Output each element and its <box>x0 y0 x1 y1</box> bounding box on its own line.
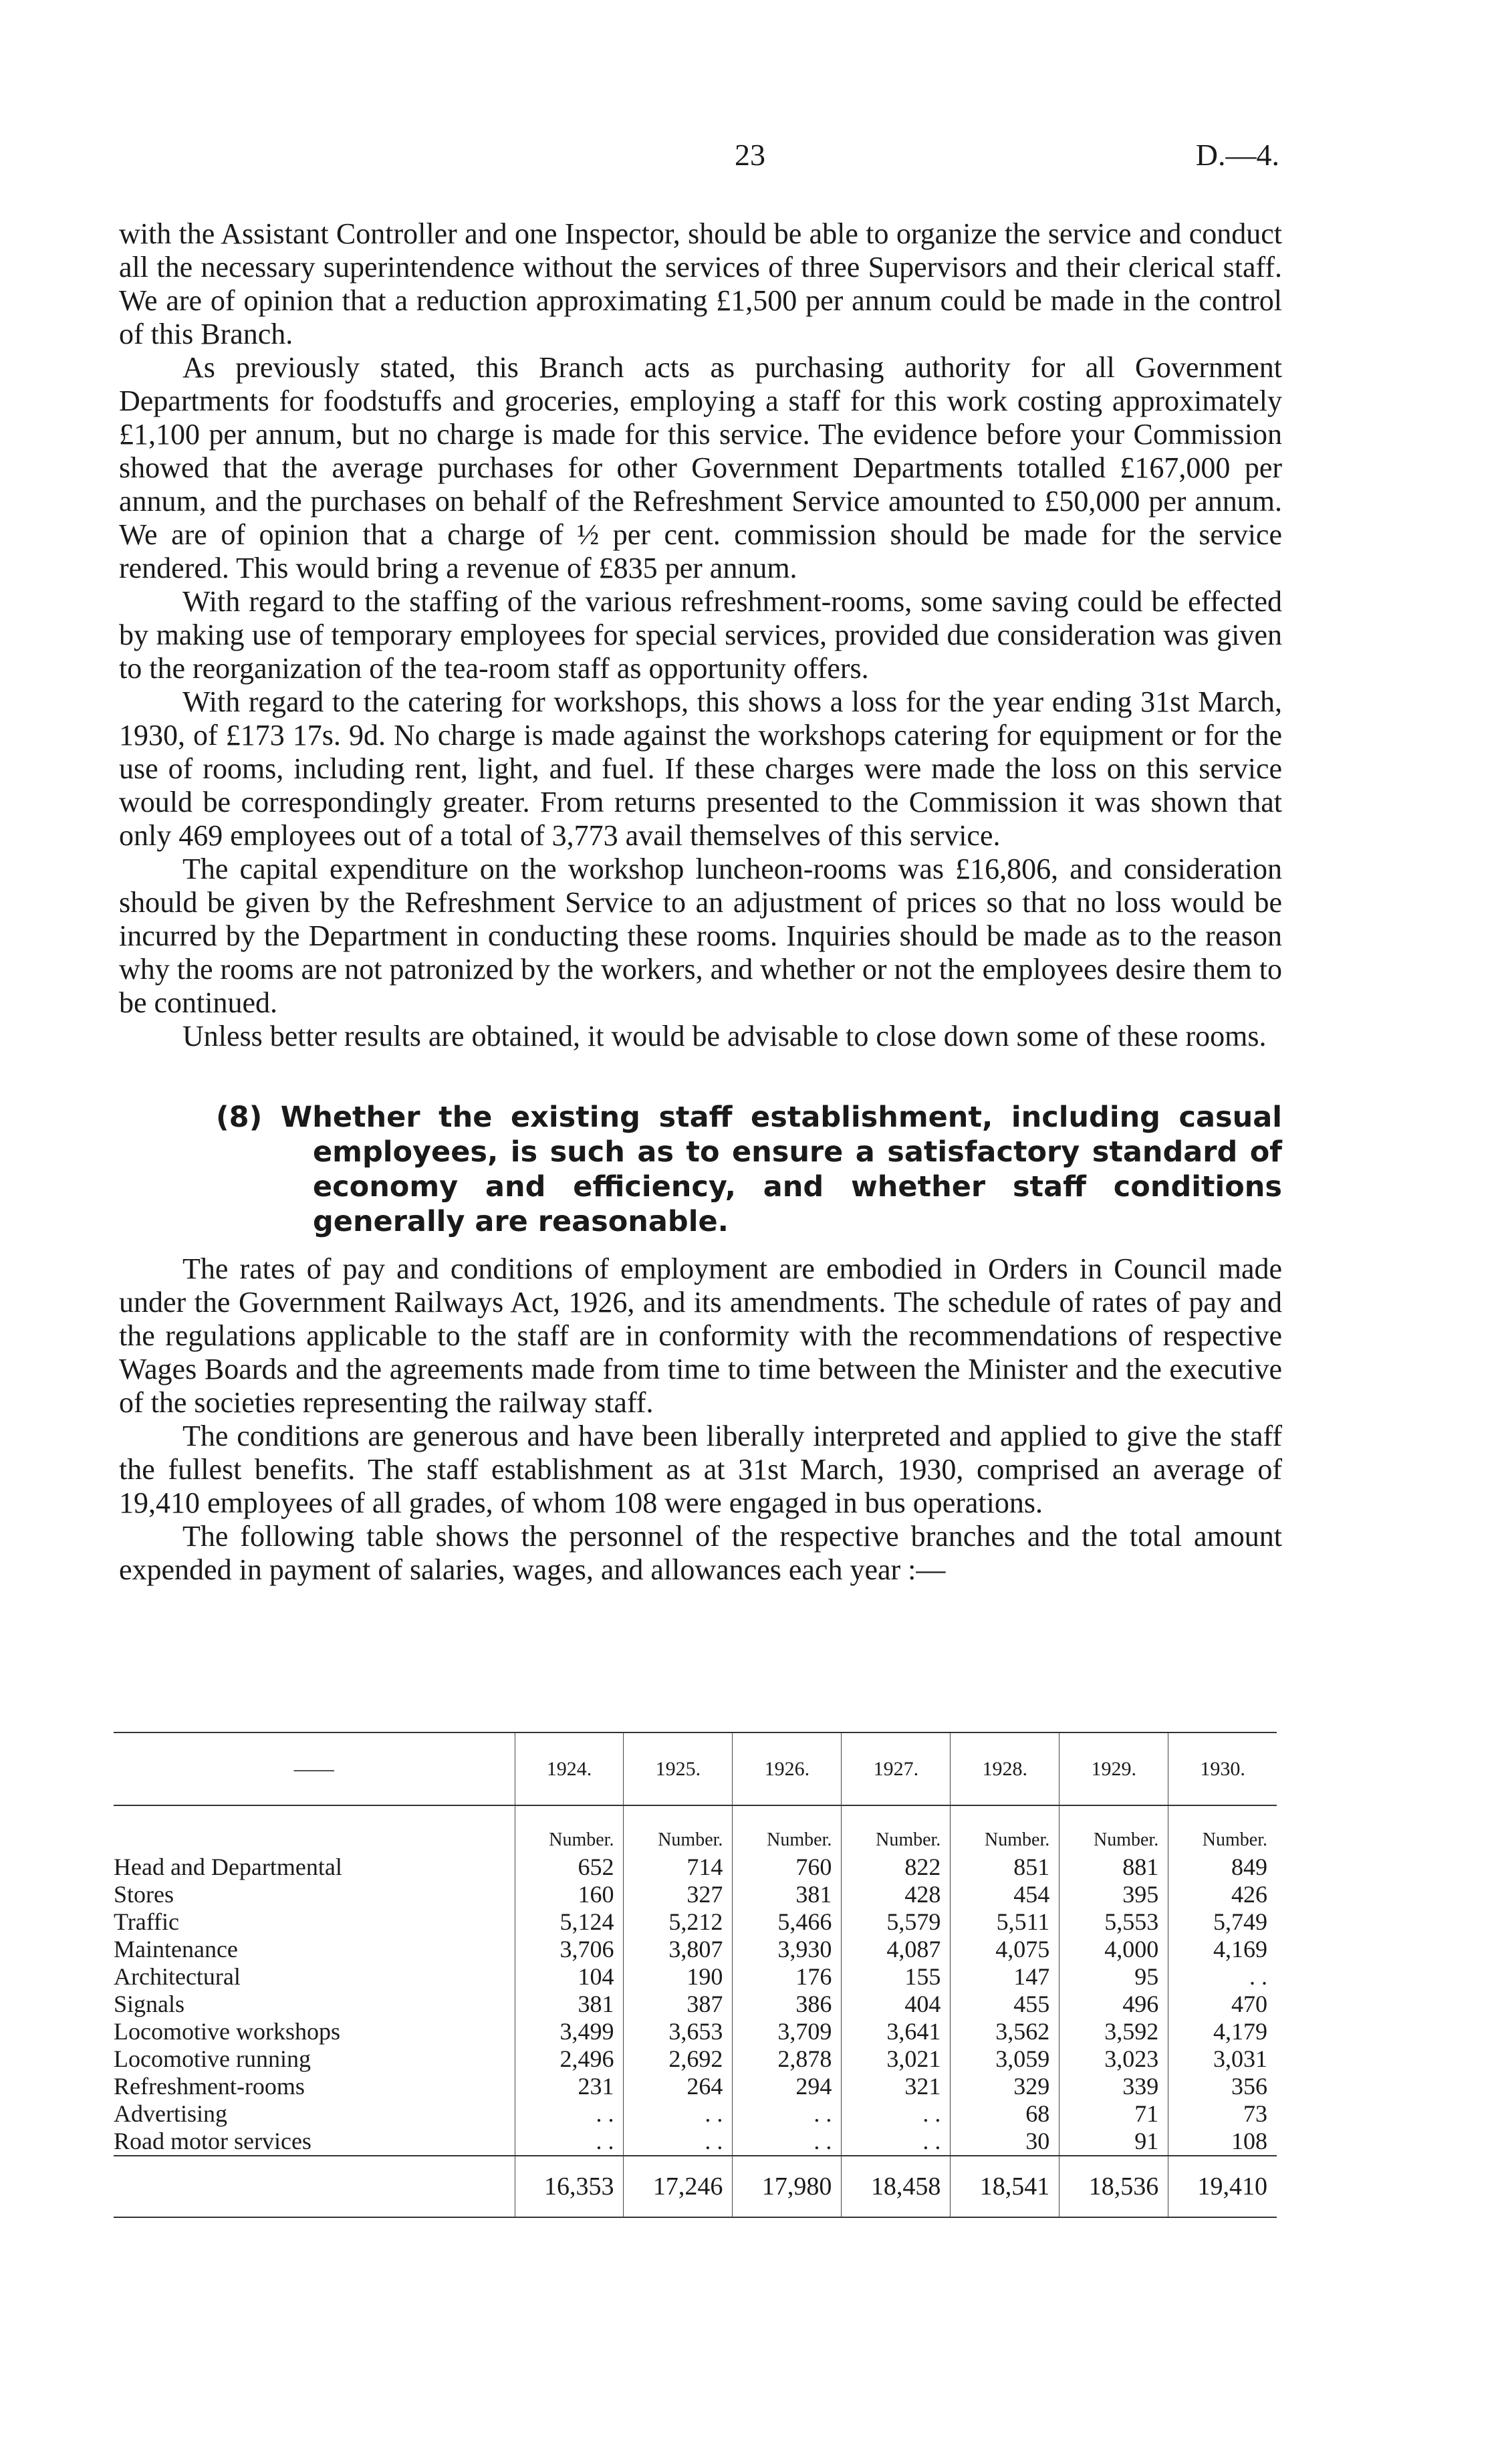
table-cell: . . <box>515 2100 624 2128</box>
table-cell: 176 <box>733 1963 842 1991</box>
table-cell: 104 <box>515 1963 624 1991</box>
table-cell: 339 <box>1059 2073 1168 2100</box>
table-cell: 190 <box>624 1963 733 1991</box>
table-row <box>114 1881 1277 1908</box>
table-cell: 30 <box>951 2128 1059 2156</box>
total-cell: 17,246 <box>624 2156 733 2217</box>
total-cell: 16,353 <box>515 2156 624 2217</box>
table-cell: . . <box>515 2128 624 2156</box>
table-row <box>114 1854 1277 1881</box>
table-cell: 3,021 <box>842 2045 951 2073</box>
table-cell: 294 <box>733 2073 842 2100</box>
year-header: 1927. <box>842 1732 951 1805</box>
table-cell: 4,075 <box>951 1936 1059 1963</box>
table-cell: 3,499 <box>515 2018 624 2045</box>
table-cell: 2,496 <box>515 2045 624 2073</box>
total-cell: 19,410 <box>1168 2156 1277 2217</box>
row-label: Signals <box>114 1991 185 2017</box>
table-cell: 264 <box>624 2073 733 2100</box>
table-cell: . . <box>624 2128 733 2156</box>
totals-row <box>114 2156 1277 2217</box>
table-cell: 3,023 <box>1059 2045 1168 2073</box>
table-cell: 760 <box>733 1854 842 1881</box>
table-cell: 849 <box>1168 1854 1277 1881</box>
table-cell: 822 <box>842 1854 951 1881</box>
row-label: Traffic <box>114 1908 179 1935</box>
table-row <box>114 1991 1277 2018</box>
table-cell: 3,930 <box>733 1936 842 1963</box>
table-cell: 147 <box>951 1963 1059 1991</box>
table-body <box>114 1805 1277 2156</box>
table-cell: 71 <box>1059 2100 1168 2128</box>
document-reference: D.—4. <box>1195 138 1279 172</box>
row-label: Advertising <box>114 2100 227 2127</box>
paragraph: The conditions are generous and have been liberally interpreted and applied to give the staff the fullest benefits. The staff establishment as at 31st March, 1930, comprised an average of 19,410 employees of all grades, of whom 108 were engaged in bus operations. <box>119 1420 1282 1519</box>
paragraph: The following table shows the personnel of the respective branches and the total amount expended in payment of salaries, wages, and allowances each year :— <box>119 1520 1282 1586</box>
year-header: 1926. <box>733 1732 842 1805</box>
table-cell: 426 <box>1168 1881 1277 1908</box>
table-cell: . . <box>842 2128 951 2156</box>
table-cell: 3,059 <box>951 2045 1059 2073</box>
table-cell: 4,087 <box>842 1936 951 1963</box>
table-cell: 5,212 <box>624 1908 733 1936</box>
table-row <box>114 2073 1277 2100</box>
table-cell: 91 <box>1059 2128 1168 2156</box>
table-cell: 95 <box>1059 1963 1168 1991</box>
table-cell: 356 <box>1168 2073 1277 2100</box>
table-cell: 851 <box>951 1854 1059 1881</box>
paragraph: The rates of pay and conditions of employment are embodied in Orders in Council made under the Government Railways Act, 1926, and its amendments. The schedule of rates of pay and the regulations applicable to the staff are in conformity with the recommendations of respective Wages Boards and the agreements made from time to time between the Minister and the executive of the societies representing the railway staff. <box>119 1252 1282 1419</box>
paragraph: With regard to the staffing of the various refreshment-rooms, some saving could be effected by making use of temporary employees for special services, provided due consideration was given to the reorganization of the tea-room staff as opportunity offers. <box>119 585 1282 685</box>
table-cell: 3,641 <box>842 2018 951 2045</box>
table-cell: 3,807 <box>624 1936 733 1963</box>
table-cell: 3,031 <box>1168 2045 1277 2073</box>
table-cell: 2,692 <box>624 2045 733 2073</box>
paragraph: The capital expenditure on the workshop luncheon-rooms was £16,806, and consideration should be given by the Refreshment Service to an adjustment of prices so that no loss would be incurred by the Department in conducting these rooms. Inquiries should be made as to the reason why the rooms are not patronized by the workers, and whether or not the employees desire them to be continued. <box>119 853 1282 1019</box>
table-cell: 428 <box>842 1881 951 1908</box>
table-row <box>114 2018 1277 2045</box>
year-header: 1928. <box>951 1732 1059 1805</box>
table-cell: 381 <box>733 1881 842 1908</box>
unit-label: Number. <box>1059 1805 1168 1854</box>
paragraph: As previously stated, this Branch acts as purchasing authority for all Government Departments for foodstuffs and groceries, employing a staff for this work costing approximately £1,100 per annum, but no charge is made for this service. The evidence before your Commission showed that the average purchases for other Government Departments totalled £167,000 per annum, and the purchases on behalf of the Refreshment Service amounted to £50,000 per annum. We are of opinion that a charge of ½ per cent. commission should be made for the service rendered. This would bring a revenue of £835 per annum. <box>119 351 1282 584</box>
unit-label: Number. <box>733 1805 842 1854</box>
table-cell: 321 <box>842 2073 951 2100</box>
page-number: 23 <box>735 138 765 172</box>
table-cell: 4,169 <box>1168 1936 1277 1963</box>
total-cell: 17,980 <box>733 2156 842 2217</box>
body-text <box>119 217 1282 1587</box>
table-cell: . . <box>1168 1963 1277 1991</box>
table-row <box>114 1936 1277 1963</box>
table-cell: . . <box>624 2100 733 2128</box>
total-cell: 18,536 <box>1059 2156 1168 2217</box>
table-cell: 3,709 <box>733 2018 842 2045</box>
unit-label: Number. <box>515 1805 624 1854</box>
table-cell: 5,511 <box>951 1908 1059 1936</box>
table-cell: 73 <box>1168 2100 1277 2128</box>
paragraph: With regard to the catering for workshops, this shows a loss for the year ending 31st March, 1930, of £173 17s. 9d. No charge is made against the workshops catering for equipment or for the use of rooms, including rent, light, and fuel. If these charges were made the loss on this service would be correspondingly greater. From returns presented to the Commission it was shown that only 469 employees out of a total of 3,773 avail themselves of this service. <box>119 685 1282 852</box>
table-cell: 327 <box>624 1881 733 1908</box>
table-cell: 329 <box>951 2073 1059 2100</box>
table-corner: —— <box>114 1732 515 1805</box>
unit-label: Number. <box>1168 1805 1277 1854</box>
row-label: Locomotive running <box>114 2045 311 2072</box>
table-cell: 68 <box>951 2100 1059 2128</box>
total-cell: 18,458 <box>842 2156 951 2217</box>
table-cell: 5,749 <box>1168 1908 1277 1936</box>
row-label: Locomotive workshops <box>114 2018 340 2045</box>
table-cell: 454 <box>951 1881 1059 1908</box>
table-cell: 4,000 <box>1059 1936 1168 1963</box>
paragraph: with the Assistant Controller and one Inspector, should be able to organize the service and conduct all the necessary superintendence without the services of three Supervisors and their clerical staff. We are of opinion that a reduction approximating £1,500 per annum could be made in the control of this Branch. <box>119 217 1282 350</box>
table-row <box>114 1963 1277 1991</box>
table-cell: 381 <box>515 1991 624 2018</box>
table-cell: 386 <box>733 1991 842 2018</box>
table-cell: 231 <box>515 2073 624 2100</box>
table-cell: 155 <box>842 1963 951 1991</box>
table-row <box>114 2128 1277 2156</box>
table-cell: 5,579 <box>842 1908 951 1936</box>
table-cell: 404 <box>842 1991 951 2018</box>
table-cell: 160 <box>515 1881 624 1908</box>
row-label: Head and Departmental <box>114 1854 342 1880</box>
table-cell: . . <box>842 2100 951 2128</box>
table-cell: 455 <box>951 1991 1059 2018</box>
paragraph: Unless better results are obtained, it would be advisable to close down some of these rooms. <box>182 1020 1267 1052</box>
table-cell: 5,124 <box>515 1908 624 1936</box>
table-cell: 4,179 <box>1168 2018 1277 2045</box>
unit-label: Number. <box>842 1805 951 1854</box>
year-header: 1930. <box>1168 1732 1277 1805</box>
table-cell: 3,653 <box>624 2018 733 2045</box>
table-header-row <box>114 1732 1277 1805</box>
table-row <box>114 2045 1277 2073</box>
row-label: Stores <box>114 1881 174 1908</box>
year-header: 1925. <box>624 1732 733 1805</box>
row-label: Architectural <box>114 1963 241 1990</box>
section-heading: (8) Whether the existing staff establishment, including casual employees, is such as to ensure a satisfactory standard of economy and efficiency, and whether staff conditions generally are reasonable. <box>216 1101 1282 1238</box>
table-cell: . . <box>733 2128 842 2156</box>
table-cell: 470 <box>1168 1991 1277 2018</box>
table-cell: 496 <box>1059 1991 1168 2018</box>
table-cell: 387 <box>624 1991 733 2018</box>
unit-label: Number. <box>624 1805 733 1854</box>
table-cell: 2,878 <box>733 2045 842 2073</box>
table-row <box>114 2100 1277 2128</box>
units-row <box>114 1805 1277 1854</box>
table-cell: . . <box>733 2100 842 2128</box>
table-cell: 5,553 <box>1059 1908 1168 1936</box>
row-label: Road motor services <box>114 2128 311 2154</box>
row-label: Maintenance <box>114 1936 238 1963</box>
table-cell: 3,592 <box>1059 2018 1168 2045</box>
table-cell: 395 <box>1059 1881 1168 1908</box>
unit-label: Number. <box>951 1805 1059 1854</box>
table-cell: 3,706 <box>515 1936 624 1963</box>
table-cell: 652 <box>515 1854 624 1881</box>
table-cell: 3,562 <box>951 2018 1059 2045</box>
table-cell: 714 <box>624 1854 733 1881</box>
personnel-table <box>114 1732 1277 2218</box>
table-cell: 5,466 <box>733 1908 842 1936</box>
table-cell: 881 <box>1059 1854 1168 1881</box>
row-label: Refreshment-rooms <box>114 2073 305 2100</box>
year-header: 1924. <box>515 1732 624 1805</box>
total-cell: 18,541 <box>951 2156 1059 2217</box>
table-cell: 108 <box>1168 2128 1277 2156</box>
year-header: 1929. <box>1059 1732 1168 1805</box>
table-row <box>114 1908 1277 1936</box>
